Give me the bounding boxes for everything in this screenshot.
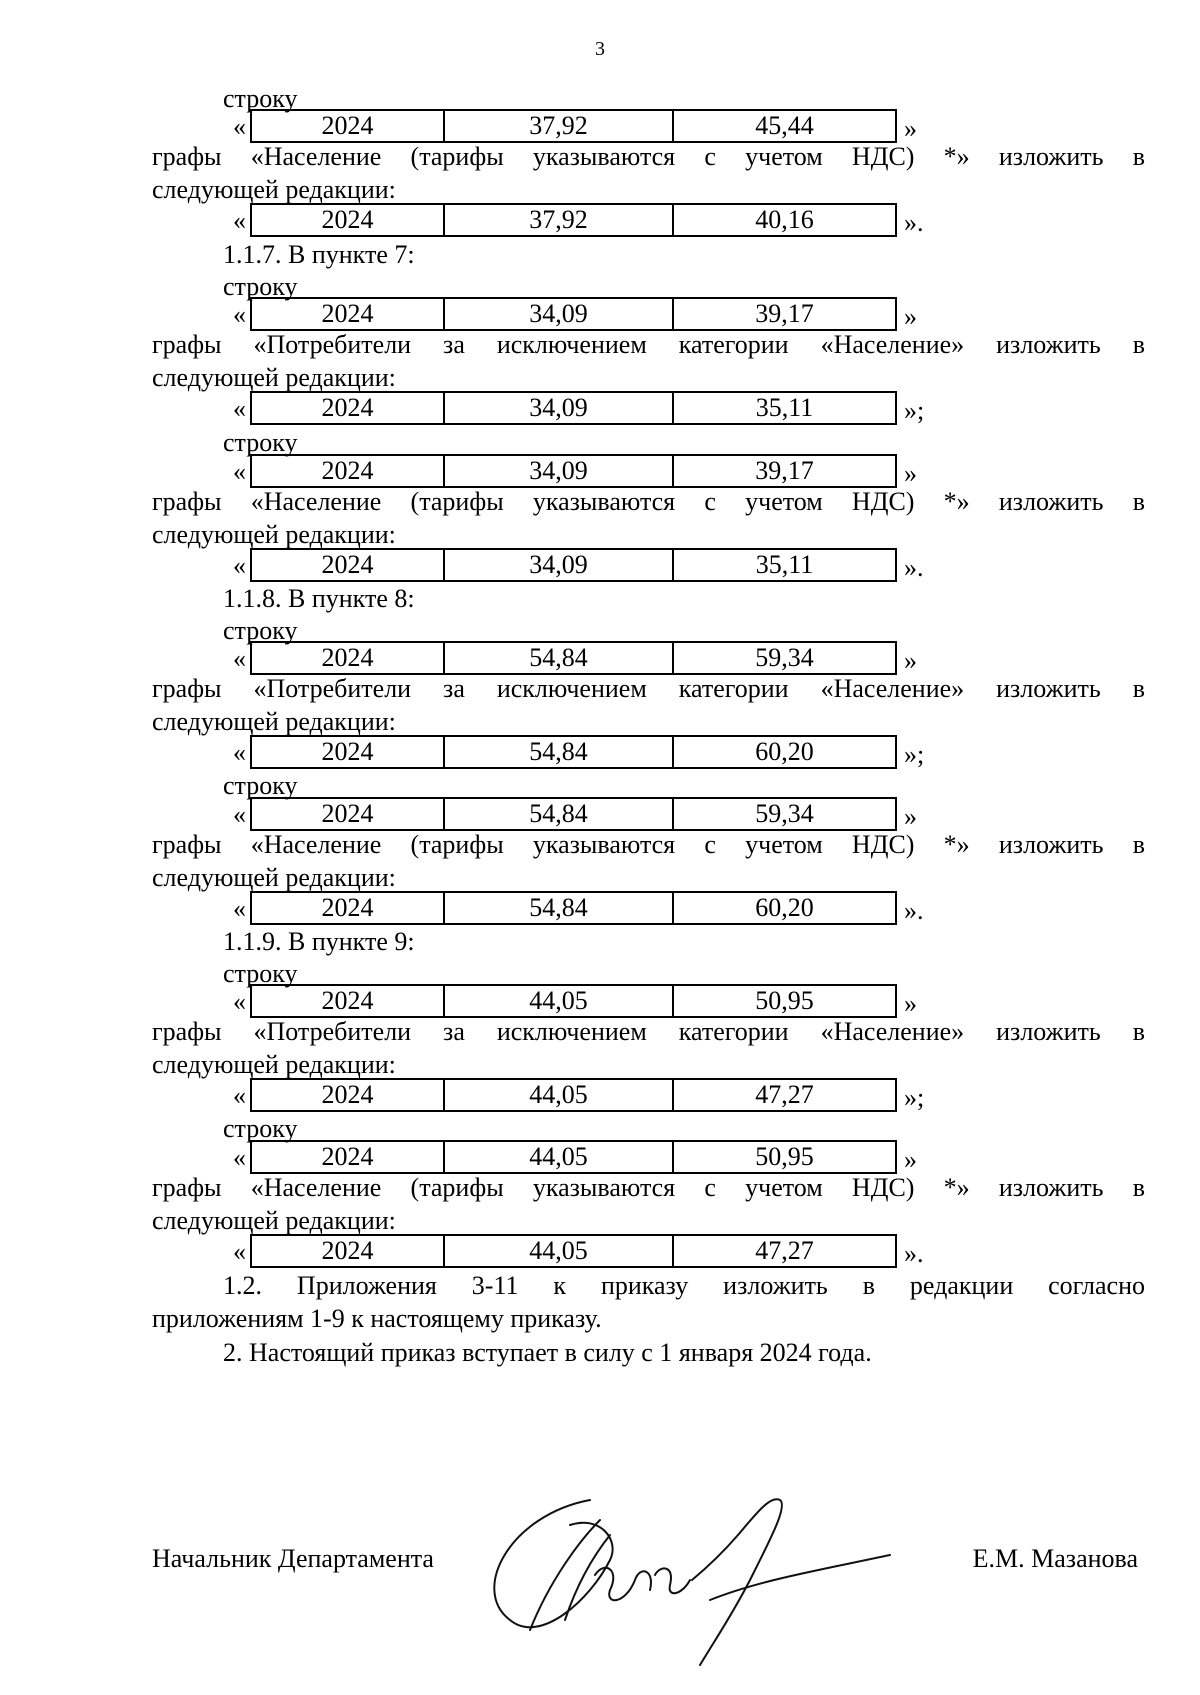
value-cell-1: 34,09 bbox=[445, 393, 674, 423]
table-row: « 2024 44,05 50,95 » bbox=[233, 986, 917, 1018]
year-cell: 2024 bbox=[252, 299, 445, 329]
tariff-table bbox=[250, 548, 897, 582]
year-cell: 2024 bbox=[252, 456, 445, 486]
year-cell: 2024 bbox=[252, 799, 445, 829]
year-cell: 2024 bbox=[252, 643, 445, 673]
value-cell-2: 59,34 bbox=[755, 799, 814, 828]
signatory-name: Е.М. Мазанова bbox=[972, 1544, 1138, 1573]
table-row: « 2024 54,84 60,20 »; bbox=[233, 737, 925, 769]
page-number: 3 bbox=[595, 38, 605, 60]
value-cell-1: 54,84 bbox=[445, 737, 674, 767]
value-cell-2: 39,17 bbox=[755, 299, 814, 328]
tariff-table bbox=[250, 1078, 897, 1112]
table-row: « 2024 34,09 39,17 » bbox=[233, 456, 917, 488]
value-cell-2: 39,17 bbox=[755, 456, 814, 485]
tariff-table bbox=[250, 1234, 897, 1268]
value-cell-2: 47,27 bbox=[755, 1236, 814, 1265]
table-row: « 2024 34,09 35,11 »; bbox=[233, 393, 925, 425]
handwritten-signature bbox=[470, 1480, 900, 1680]
value-cell-1: 44,05 bbox=[445, 1142, 674, 1172]
table-row: « 2024 37,92 45,44 » bbox=[233, 111, 917, 143]
value-cell-2: 47,27 bbox=[755, 1080, 814, 1109]
year-cell: 2024 bbox=[252, 986, 445, 1016]
year-cell: 2024 bbox=[252, 550, 445, 580]
value-cell-2: 60,20 bbox=[755, 893, 814, 922]
tariff-table bbox=[250, 641, 897, 675]
value-cell-1: 44,05 bbox=[445, 1236, 674, 1266]
value-cell-1: 37,92 bbox=[445, 205, 674, 235]
tariff-table bbox=[250, 203, 897, 237]
value-cell-1: 34,09 bbox=[445, 299, 674, 329]
year-cell: 2024 bbox=[252, 893, 445, 923]
year-cell: 2024 bbox=[252, 393, 445, 423]
tariff-table bbox=[250, 797, 897, 831]
value-cell-1: 37,92 bbox=[445, 111, 674, 141]
value-cell-2: 35,11 bbox=[755, 393, 814, 422]
value-cell-2: 60,20 bbox=[755, 737, 814, 766]
year-cell: 2024 bbox=[252, 205, 445, 235]
value-cell-1: 54,84 bbox=[445, 643, 674, 673]
year-cell: 2024 bbox=[252, 1080, 445, 1110]
table-row: « 2024 34,09 35,11 ». bbox=[233, 550, 924, 582]
tariff-table bbox=[250, 109, 897, 143]
value-cell-1: 44,05 bbox=[445, 986, 674, 1016]
value-cell-2: 40,16 bbox=[755, 205, 814, 234]
table-row: « 2024 54,84 59,34 » bbox=[233, 799, 917, 831]
table-row: « 2024 44,05 47,27 ». bbox=[233, 1236, 924, 1268]
tariff-table bbox=[250, 735, 897, 769]
value-cell-1: 34,09 bbox=[445, 456, 674, 486]
value-cell-2: 50,95 bbox=[755, 1142, 814, 1171]
year-cell: 2024 bbox=[252, 1142, 445, 1172]
table-row: « 2024 54,84 59,34 » bbox=[233, 643, 917, 675]
table-row: « 2024 34,09 39,17 » bbox=[233, 299, 917, 331]
year-cell: 2024 bbox=[252, 111, 445, 141]
table-row: « 2024 37,92 40,16 ». bbox=[233, 205, 924, 237]
tariff-table bbox=[250, 391, 897, 425]
value-cell-1: 34,09 bbox=[445, 550, 674, 580]
year-cell: 2024 bbox=[252, 737, 445, 767]
value-cell-2: 50,95 bbox=[755, 986, 814, 1015]
tariff-table bbox=[250, 297, 897, 331]
tariff-table bbox=[250, 891, 897, 925]
table-row: « 2024 54,84 60,20 ». bbox=[233, 893, 924, 925]
tariff-table bbox=[250, 984, 897, 1018]
year-cell: 2024 bbox=[252, 1236, 445, 1266]
value-cell-2: 35,11 bbox=[755, 550, 814, 579]
tariff-table bbox=[250, 1140, 897, 1174]
table-row: « 2024 44,05 50,95 » bbox=[233, 1142, 917, 1174]
value-cell-1: 54,84 bbox=[445, 799, 674, 829]
value-cell-2: 45,44 bbox=[755, 111, 814, 140]
value-cell-1: 54,84 bbox=[445, 893, 674, 923]
signatory-title: Начальник Департамента bbox=[152, 1544, 434, 1573]
tariff-table bbox=[250, 454, 897, 488]
table-row: « 2024 44,05 47,27 »; bbox=[233, 1080, 925, 1112]
value-cell-1: 44,05 bbox=[445, 1080, 674, 1110]
value-cell-2: 59,34 bbox=[755, 643, 814, 672]
